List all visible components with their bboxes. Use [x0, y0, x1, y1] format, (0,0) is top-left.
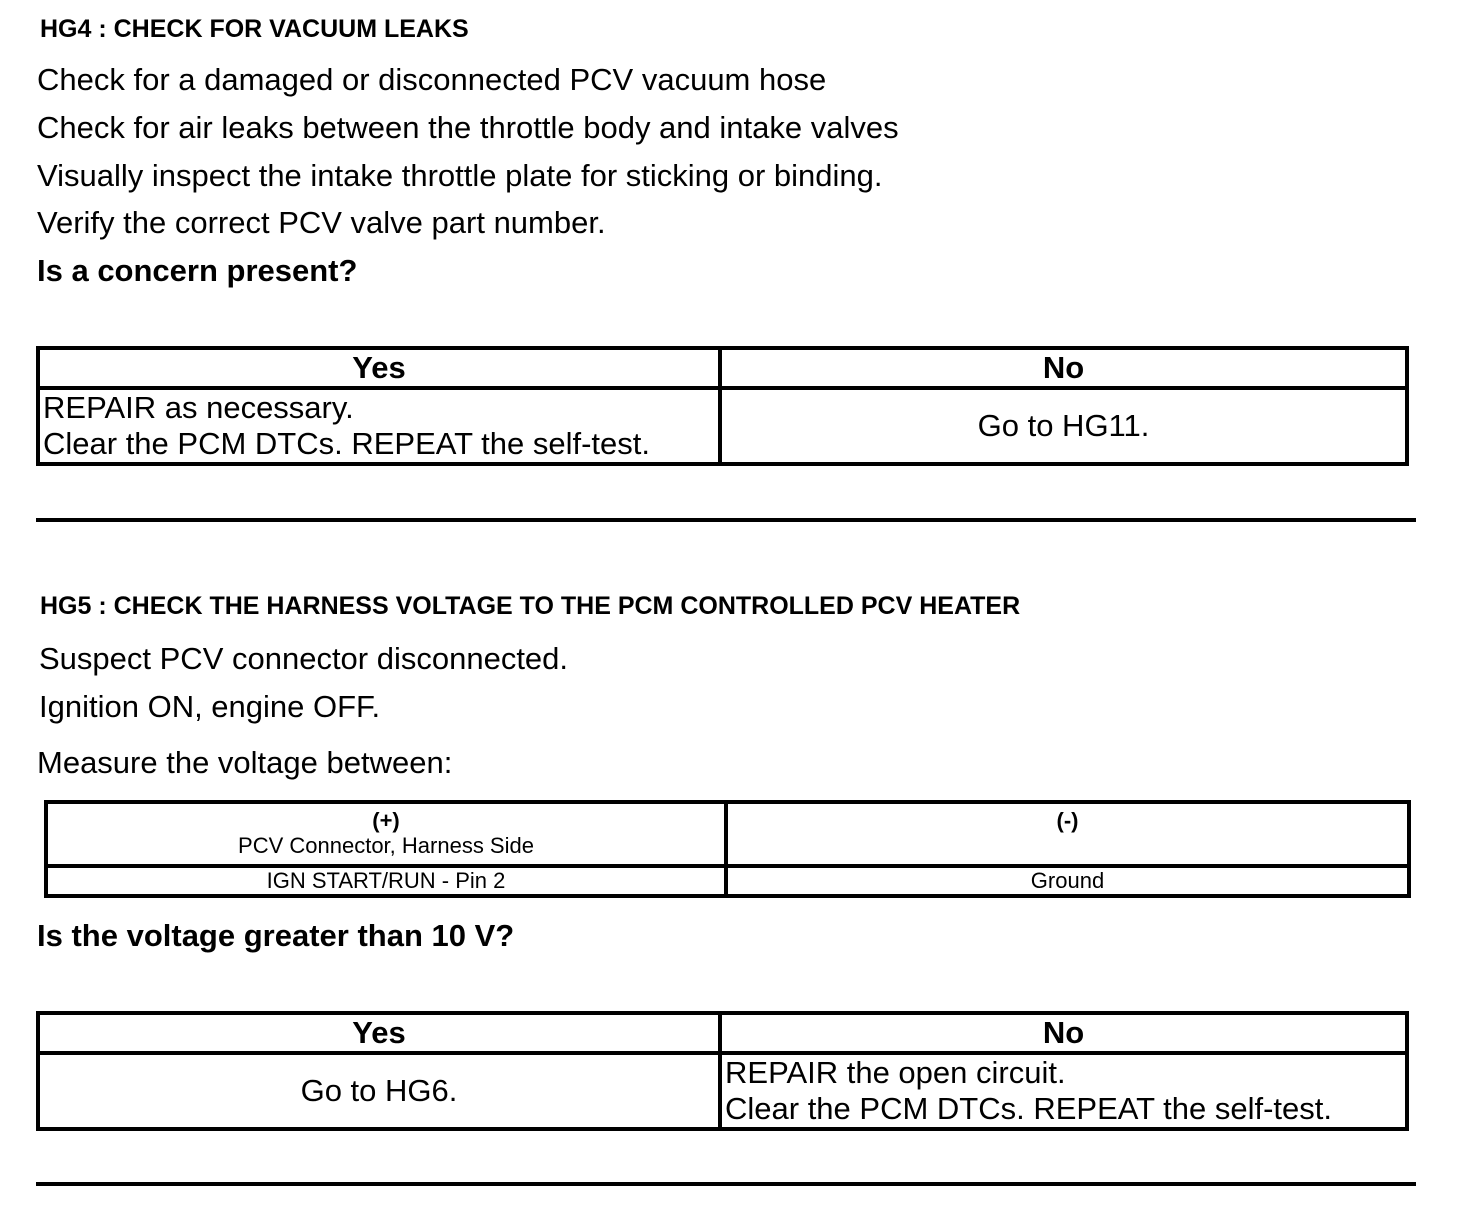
- hg4-yes-cell: [38, 388, 720, 464]
- hg4-line-4: Verify the correct PCV valve part number.: [37, 205, 606, 240]
- hg5-yes-cell: Go to HG6.: [38, 1053, 720, 1129]
- hg5-line-1: Suspect PCV connector disconnected.: [39, 641, 569, 676]
- hg4-line-3: Visually inspect the intake throttle plate for sticking or binding.: [37, 158, 883, 193]
- hg5-yes-no-table: [36, 1011, 1409, 1131]
- measure-minus-header: [726, 802, 1409, 866]
- section-divider-1: [36, 518, 1416, 522]
- hg5-measure-table: [44, 800, 1411, 898]
- hg4-yes-header: Yes: [38, 348, 720, 388]
- hg4-yes-no-table: [36, 346, 1409, 466]
- hg4-no-cell: Go to HG11.: [720, 388, 1407, 464]
- hg5-no-cell: [720, 1053, 1407, 1129]
- minus-symbol: (-): [1056, 808, 1079, 833]
- measure-minus-value: Ground: [726, 866, 1409, 896]
- measure-plus-value: IGN START/RUN - Pin 2: [46, 866, 726, 896]
- hg4-no-header: No: [720, 348, 1407, 388]
- hg5-measure-label: Measure the voltage between:: [37, 745, 453, 780]
- section-divider-2: [36, 1182, 1416, 1186]
- hg4-question: Is a concern present?: [37, 253, 358, 288]
- hg4-yes-line-1: REPAIR as necessary.: [43, 390, 354, 425]
- hg5-heading: HG5 : CHECK THE HARNESS VOLTAGE TO THE PCM CONTROLLED PCV HEATER: [40, 592, 1021, 620]
- plus-label: PCV Connector, Harness Side: [238, 833, 534, 858]
- hg4-line-1: Check for a damaged or disconnected PCV vacuum hose: [37, 62, 827, 97]
- hg4-yes-line-2: Clear the PCM DTCs. REPEAT the self-test.: [43, 426, 650, 461]
- hg5-no-line-2: Clear the PCM DTCs. REPEAT the self-test.: [725, 1091, 1332, 1126]
- hg5-no-header: No: [720, 1013, 1407, 1053]
- hg5-no-line-1: REPAIR the open circuit.: [725, 1055, 1066, 1090]
- hg4-heading: HG4 : CHECK FOR VACUUM LEAKS: [40, 15, 469, 43]
- hg4-line-2: Check for air leaks between the throttle body and intake valves: [37, 110, 899, 145]
- hg5-yes-header: Yes: [38, 1013, 720, 1053]
- measure-plus-header: [46, 802, 726, 866]
- hg5-question: Is the voltage greater than 10 V?: [37, 918, 515, 953]
- hg5-line-2: Ignition ON, engine OFF.: [39, 689, 381, 724]
- plus-symbol: (+): [372, 808, 400, 833]
